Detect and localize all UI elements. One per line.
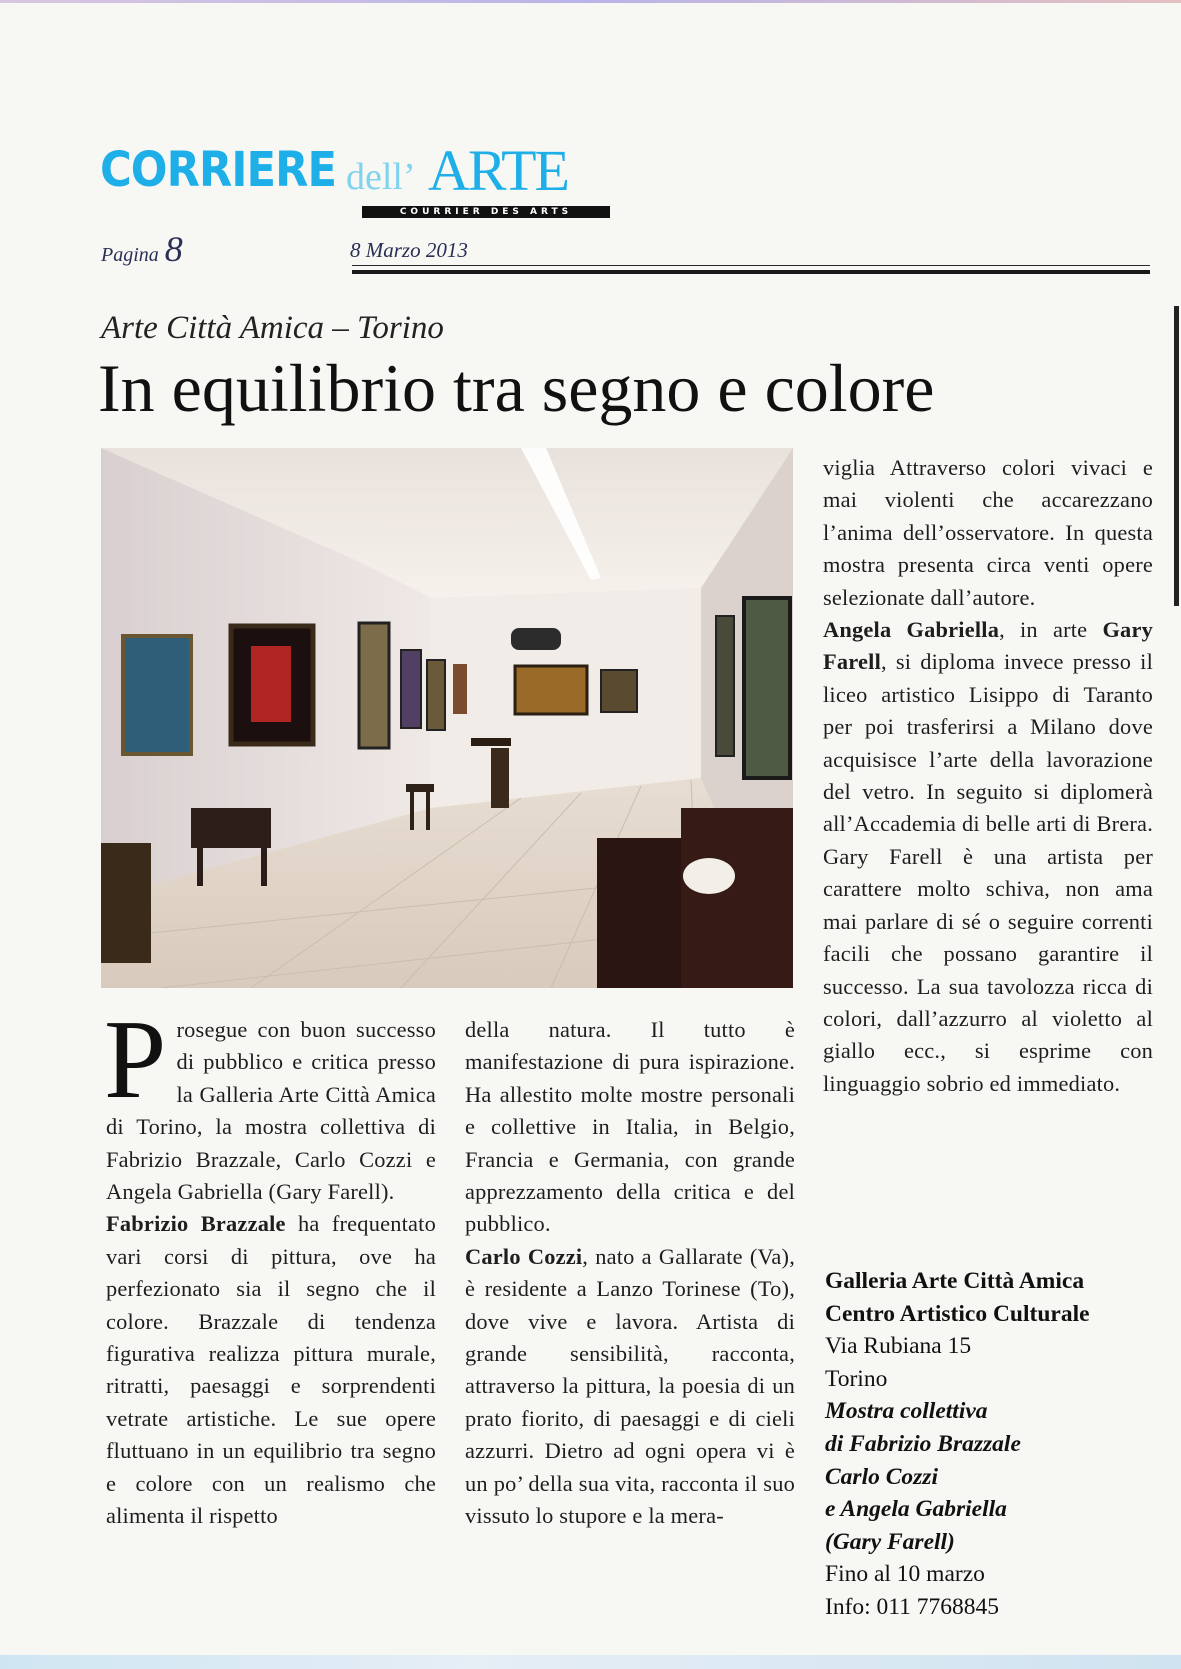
gallery-photo [101,448,793,988]
paragraph [465,1241,795,1533]
paragraph [106,1208,436,1532]
header-rule-thin [352,265,1150,266]
paragraph [104,998,436,1208]
paragraph: della natura. Il tutto è manifestazione di pura ispirazione. Ha allestito molte mostre personali e collettive in Italia, in Belgio, Francia e Germania, con grande apprezzamento della critica e del pubblico. [465,1017,795,1237]
masthead-dell: dell’ [346,156,416,198]
paragraph-text: , nato a Gallarate (Va), è residente a Lanzo Torinese (To), dove vive e lavora. Artista di grande sensibilità, racconta, attraverso la pittura, la poesia di un prato fiorito, di paesaggi e di cieli azzurri. Dietro ad ogni opera vi è un po’ della sua vita, racconta il suo vissuto lo stupore e la mera- [465,1243,795,1529]
masthead-subtitle: COURRIER DES ARTS [362,206,610,218]
artist-name: Angela Gabriella [823,617,1000,643]
header-rule-thick [352,270,1150,274]
gallery-city: Torino [825,1365,888,1392]
paragraph-text: , si diploma invece presso il liceo artistico Lisippo di Taranto per poi trasferirsi a Milano dove acquisisce l’arte della lavorazione del vetro. In seguito si diplomerà all’Accademia di belle arti di Brera. Gary Farell è una artista per carattere molto schiva, non ama mai parlare di sé o seguire correnti facili che possano garantire il successo. La sua tavolozza ricca di colori, dall’azzurro al violetto al giallo ecc., si esprime con linguaggio sobrio ed immediato. [823,649,1153,1096]
top-color-line [0,0,1181,3]
masthead-arte: ARTE [428,138,568,203]
article-headline: In equilibrio tra segno e colore [98,350,935,426]
exhibition-title: Mostra collettiva [825,1398,988,1425]
artist-name: Carlo Cozzi [465,1243,583,1269]
exhibition-end-date: Fino al 10 marzo [825,1561,985,1588]
article-column-1 [104,998,437,1533]
exhibition-artist: Carlo Cozzi [825,1463,938,1490]
page-number [101,228,183,270]
page-number-value: 8 [164,229,183,269]
masthead-logo [100,138,620,218]
paragraph-text: ha frequentato vari corsi di pittura, ove ha perfezionato sia il segno che il colore. Brazzale di tendenza figurativa realizza pittura murale, ritratti, paesaggi e sorprendenti vetrate artistiche. Le sue opere fluttuano in un equilibrio tra segno e colore con un realismo che alimenta il rispetto [106,1211,437,1529]
paragraph-text: rosegue con buon successo di pubblico e critica presso la Galleria Arte Città Amica di Torino, la mostra collettiva di Fabrizio Brazzale, Carlo Cozzi e Angela Gabriella (Gary Farell). [106,1017,436,1205]
article-column-3 [823,452,1153,1100]
exhibition-info-box [825,1265,1165,1624]
issue-date: 8 Marzo 2013 [350,238,468,262]
paragraph-text: , in arte [999,617,1103,643]
masthead-corriere: CORRIERE [100,142,337,198]
edge-mark [1174,306,1179,606]
exhibition-artist: di Fabrizio Brazzale [825,1430,1021,1457]
article-column-2 [465,1014,795,1533]
paragraph [823,614,1153,1100]
artist-alias: Gary Farell [823,617,1153,675]
gallery-name: Galleria Arte Città Amica [825,1268,1085,1294]
page-label: Pagina [101,244,159,266]
drop-cap: P [104,998,167,1122]
info-phone: Info: 011 7768845 [825,1593,1000,1620]
gallery-subtitle: Centro Artistico Culturale [825,1300,1090,1327]
gallery-address: Via Rubiana 15 [825,1333,972,1360]
exhibition-artist: (Gary Farell) [825,1528,955,1555]
bottom-color-strip [0,1655,1181,1669]
paragraph: viglia Attraverso colori vivaci e mai violenti che accarezzano l’anima dell’osservatore. In questa mostra presenta circa venti opere selezionate dall’autore. [823,455,1153,610]
artist-name: Fabrizio Brazzale [106,1211,286,1237]
exhibition-artist: e Angela Gabriella [825,1496,1007,1523]
article-kicker: Arte Città Amica – Torino [101,310,444,346]
